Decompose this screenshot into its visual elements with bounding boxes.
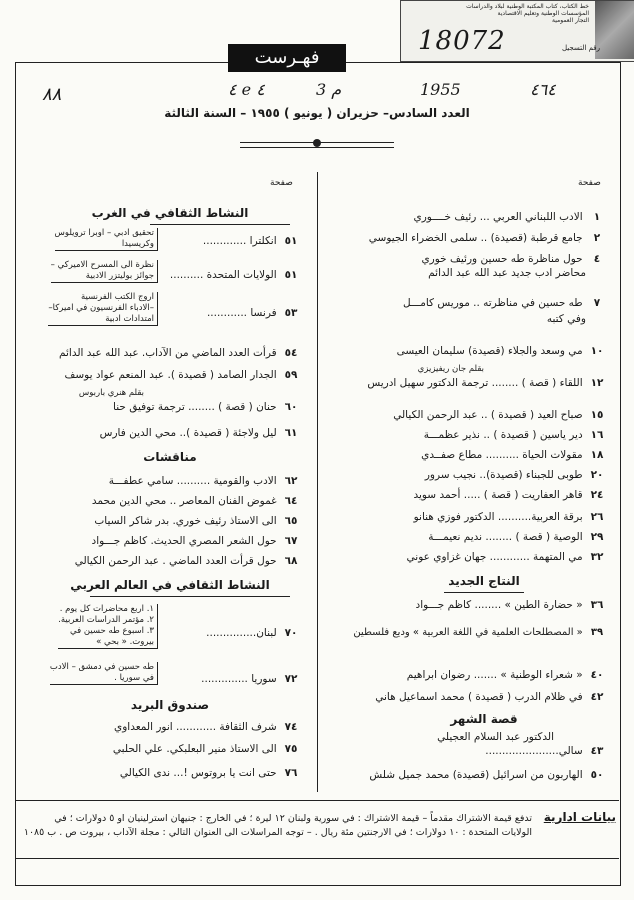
toc-entry bbox=[413, 488, 608, 502]
handwritten-note: 1955 bbox=[420, 80, 461, 99]
entry-text: الهاربون من اسرائيل (قصيدة) محمد جميل شلش bbox=[369, 769, 583, 781]
page-number: ٧ bbox=[593, 297, 601, 309]
page-number: ٧٤ bbox=[284, 721, 298, 733]
page-number: ٣٢ bbox=[590, 551, 604, 563]
entry-text: قرأت العدد الماضي من الآداب. عبد الله عبد الدائم bbox=[59, 347, 277, 359]
entry-text: اللقاء ( قصة ) ........ ترجمة الدكتور سهيل ادريس bbox=[367, 377, 583, 389]
entry-text: شرف الثقافة ............ انور المعداوي bbox=[114, 721, 277, 733]
footer-rule bbox=[15, 858, 619, 859]
toc-entry bbox=[75, 554, 302, 568]
toc-entry bbox=[428, 266, 586, 280]
entry-text: ليل ولاجئة ( قصيدة ).. محي الدين فارس bbox=[99, 427, 277, 439]
note-line: ١. اربع محاضرات كل يوم . bbox=[59, 604, 154, 614]
entry-text: جامع قرطبة (قصيدة) .. سلمى الخضراء الجيوسي bbox=[368, 232, 583, 244]
admin-rule bbox=[15, 800, 619, 801]
entry-text: صباح العيد ( قصيدة ) .. عبد الرحمن الكيالي bbox=[393, 409, 583, 421]
toc-title: فهـرست bbox=[228, 44, 346, 72]
page-number: ٦٠ bbox=[284, 401, 298, 413]
page-number: ٢٦ bbox=[590, 511, 604, 523]
handwritten-note: ٤ e ٤ bbox=[228, 80, 265, 99]
entry-text: « شعراء الوطنية » ....... رضوان ابراهيم bbox=[406, 669, 583, 681]
entry-text: لبنان............... bbox=[206, 627, 277, 639]
entry-text: قاهر العفاريت ( قصة ) ..... أحمد سويد bbox=[413, 489, 583, 501]
page-number: ٣٦ bbox=[590, 599, 604, 611]
admin-title: بيانات ادارية bbox=[543, 810, 616, 824]
toc-entry bbox=[421, 252, 608, 266]
toc-entry bbox=[397, 344, 608, 358]
toc-entry bbox=[59, 346, 302, 360]
section-rule bbox=[150, 224, 290, 225]
reference-number: 18072 bbox=[418, 26, 506, 56]
stamp-line: التجار العمومية bbox=[551, 17, 589, 24]
section-rule bbox=[444, 592, 524, 593]
toc-entry bbox=[413, 210, 608, 224]
entry-text: بقلم هنري باربوس bbox=[78, 388, 144, 398]
note-line: بيروت. « بحي » bbox=[96, 637, 154, 647]
page-number: ٦٨ bbox=[284, 555, 298, 567]
page-number: ٢ bbox=[593, 232, 601, 244]
entry-text: في ظلام الدرب ( قصيدة ) محمد اسماعيل هاني bbox=[375, 691, 583, 703]
entry-note bbox=[50, 662, 158, 685]
page-number: ١٦ bbox=[590, 429, 604, 441]
column-divider bbox=[317, 172, 318, 792]
entry-text: برقة العربية.......... الدكتور فوزي هنانو bbox=[413, 511, 583, 523]
page-number: ٥٠ bbox=[590, 769, 604, 781]
toc-entry bbox=[375, 690, 608, 704]
toc-entry bbox=[114, 720, 302, 734]
toc-entry bbox=[407, 668, 608, 682]
page-number: ٦٥ bbox=[284, 515, 298, 527]
entry-text: الادب والقومية .......... سامي عطفـــة bbox=[108, 475, 277, 487]
section-heading: صندوق البريد bbox=[130, 698, 210, 712]
handwritten-note: 3 م bbox=[316, 80, 342, 99]
toc-entry bbox=[369, 768, 608, 782]
toc-entry bbox=[437, 730, 554, 744]
toc-entry bbox=[109, 474, 302, 488]
section-heading: قصة الشهر bbox=[450, 712, 518, 726]
issue-line: العدد السادس– حزيران ( يونيو ) ١٩٥٥ – السنة الثالثة bbox=[164, 106, 470, 120]
toc-entry bbox=[203, 234, 302, 248]
note-line: نظرة الى المسرح الاميركي – bbox=[50, 260, 154, 270]
toc-entry bbox=[206, 626, 302, 640]
toc-entry bbox=[407, 550, 608, 564]
page-number: ٤٢ bbox=[590, 691, 604, 703]
section-heading: النشاط الثقافي في العالم العربي bbox=[70, 578, 270, 592]
entry-text: دير ياسين ( قصيدة ) .. نذير عظمـــة bbox=[423, 429, 583, 441]
reference-label: رقم التسجيل bbox=[562, 44, 600, 52]
page-number: ٤ bbox=[593, 253, 601, 265]
entry-text: مقولات الحياة .......... مطاع صفــدي bbox=[421, 449, 583, 461]
page-number: ٥٤ bbox=[284, 347, 298, 359]
page-number: ٦٧ bbox=[284, 535, 298, 547]
page-number: ٦٢ bbox=[284, 475, 298, 487]
entry-text: حتى انت يا بروتوس !... ندى الكيالي bbox=[119, 767, 277, 779]
toc-entry bbox=[428, 530, 608, 544]
toc-entry bbox=[65, 368, 302, 382]
entry-text: الدكتور عبد السلام العجيلي bbox=[437, 731, 554, 743]
stamp-line: خط الكتاب، كتاب المكتبة الوطنية لبلاد والدراسات bbox=[466, 3, 589, 10]
note-line: جوائز بوليتزر الادبية bbox=[85, 271, 154, 281]
page-number: ٥١ bbox=[284, 269, 298, 281]
toc-entry bbox=[94, 514, 302, 528]
page-number: ٦١ bbox=[284, 427, 298, 439]
toc-entry bbox=[416, 598, 608, 612]
toc-entry bbox=[424, 428, 608, 442]
page-label: صفحة bbox=[270, 178, 293, 188]
entry-text: بقلم جان ريفيزيزي bbox=[417, 364, 484, 374]
page-number: ٤٠ bbox=[590, 669, 604, 681]
toc-entry bbox=[113, 742, 302, 756]
entry-text: طه حسين في مناظرته .. موريس كامـــل bbox=[403, 297, 583, 309]
note-line: ٣. اسبوع طه حسين في bbox=[70, 626, 154, 636]
page-number: ٧٥ bbox=[284, 743, 298, 755]
entry-text: الى الاستاذ رئيف خوري. بدر شاكر السياب bbox=[94, 515, 277, 527]
entry-text: الجدار الصامد ( قصيدة ). عبد المنعم عواد يوسف bbox=[64, 369, 277, 381]
toc-entry bbox=[425, 468, 608, 482]
entry-text: « حضارة الطين » ........ كاظم جـــواد bbox=[415, 599, 583, 611]
entry-text: انكلترا ............. bbox=[202, 235, 277, 247]
toc-entry bbox=[485, 744, 608, 758]
entry-note bbox=[58, 604, 158, 649]
toc-entry bbox=[353, 626, 608, 640]
entry-text: حول مناظرة طه حسين ورئيف خوري bbox=[421, 253, 583, 265]
section-heading: النتاج الجديد bbox=[448, 574, 520, 588]
entry-text: حول قرأت العدد الماضي . عبد الرحمن الكيالي bbox=[74, 555, 277, 567]
entry-text: سوريا .............. bbox=[201, 673, 277, 685]
toc-entry bbox=[100, 426, 302, 440]
handwritten-note: ٨٨ bbox=[42, 84, 62, 105]
page-number: ٦٤ bbox=[284, 495, 298, 507]
entry-text: الوصية ( قصة ) ........ نديم نعيمـــة bbox=[428, 531, 583, 543]
entry-text: فرنسا ............ bbox=[206, 307, 277, 319]
entry-text: الادب اللبناني العربي ... رئيف خــــوري bbox=[413, 211, 583, 223]
page-number: ٢٤ bbox=[590, 489, 604, 501]
entry-text: محاضر ادب جديد عبد الله عبد الدائم bbox=[428, 267, 586, 279]
page-number: ١٥ bbox=[590, 409, 604, 421]
entry-text: مي المتهمة ............ جهان غزاوي عوني bbox=[406, 551, 583, 563]
page-number: ٤٣ bbox=[590, 745, 604, 757]
entry-note bbox=[55, 228, 158, 251]
page-number: ٥١ bbox=[284, 235, 298, 247]
entry-note bbox=[51, 260, 158, 283]
section-heading: النشاط الثقافي في الغرب bbox=[91, 206, 249, 220]
entry-text: غموض الفنان المعاصر .. محي الدين محمد bbox=[91, 495, 277, 507]
toc-entry bbox=[418, 362, 484, 376]
toc-entry bbox=[367, 376, 608, 390]
section-heading: مناقشات bbox=[143, 450, 197, 464]
toc-entry bbox=[369, 231, 608, 245]
toc-entry bbox=[170, 268, 302, 282]
toc-entry bbox=[113, 400, 302, 414]
admin-text: تدفع قيمة الاشتراك مقدماً – قيمة الاشتراك : في سورية ولبنان ١٢ ليرة ؛ في الخارج : جنيهان استرلينيان او ٥ دولارات ؛ في الولايات المتحدة : ١٠ دولارات ؛ في الارجنتين مئة ريال . – توجه المراسلات الى العنوان التالي : مجلة الآداب ، بيروت ص . ب ١٠٨٥ bbox=[23, 813, 532, 838]
toc-entry bbox=[207, 306, 302, 320]
page-number: ٥٩ bbox=[284, 369, 298, 381]
note-line: في سوريا . bbox=[114, 673, 154, 683]
stamp-line: المؤسسات الوطنية وتعليم الاقتصادية bbox=[497, 10, 589, 17]
entry-text: وفي كتبه bbox=[546, 313, 586, 325]
note-line: طه حسين في دمشق – الادب bbox=[49, 662, 154, 672]
page-number: ١٠ bbox=[590, 345, 604, 357]
entry-text: « المصطلحات العلمية في اللغة العربية » وديع فلسطين bbox=[353, 627, 583, 638]
toc-entry bbox=[414, 510, 608, 524]
page-number: ١ bbox=[593, 211, 601, 223]
page-number: ٣٩ bbox=[590, 627, 604, 638]
page-number: ٧٦ bbox=[284, 767, 298, 779]
note-line: وكريسيدا bbox=[121, 239, 154, 249]
page-number: ١٢ bbox=[590, 377, 604, 389]
ornament-divider bbox=[240, 142, 394, 148]
entry-note bbox=[48, 292, 158, 326]
entry-text: مي وسعد والجلاء (قصيدة) سليمان العيسى bbox=[396, 345, 583, 357]
note-line: –الادباء الفرنسيون في اميركا– bbox=[48, 303, 154, 313]
page-label: صفحة bbox=[578, 178, 601, 188]
entry-text: حول الشعر المصري الحديث. كاظم جـــواد bbox=[91, 535, 277, 547]
entry-text: حنان ( قصة ) ........ ترجمة توفيق حنا bbox=[113, 401, 277, 413]
toc-entry bbox=[393, 408, 608, 422]
note-line: تحقيق ادبي – اوبرا ترويلوس bbox=[54, 228, 154, 238]
toc-entry bbox=[547, 312, 586, 326]
entry-text: طوبى للجبناء (قصيدة).. نجيب سرور bbox=[424, 469, 583, 481]
page-number: ٧٠ bbox=[284, 627, 298, 639]
section-rule bbox=[90, 596, 290, 597]
entry-text: الى الاستاذ منير البعلبكي. علي الحلبي bbox=[112, 743, 277, 755]
entry-text: سالي...................... bbox=[485, 745, 583, 757]
page-number: ٧٢ bbox=[284, 673, 298, 685]
note-line: امتدادات ادبية bbox=[105, 314, 154, 324]
toc-entry bbox=[92, 534, 302, 548]
entry-text: الولايات المتحدة .......... bbox=[169, 269, 277, 281]
toc-entry bbox=[201, 672, 302, 686]
handwritten-note: ٤٦٤ bbox=[530, 80, 556, 99]
note-line: ٢. مؤتمر الدراسات العربية. bbox=[58, 615, 154, 625]
page-number: ٢٩ bbox=[590, 531, 604, 543]
toc-entry bbox=[403, 296, 608, 310]
page-number: ٥٣ bbox=[284, 307, 298, 319]
toc-entry bbox=[120, 766, 302, 780]
toc-entry bbox=[421, 448, 608, 462]
toc-entry bbox=[79, 386, 144, 400]
stamp-photo bbox=[595, 1, 634, 59]
note-line: اروج الكتب الفرنسية bbox=[80, 292, 154, 302]
page-number: ١٨ bbox=[590, 449, 604, 461]
toc-entry bbox=[92, 494, 302, 508]
page-number: ٢٠ bbox=[590, 469, 604, 481]
